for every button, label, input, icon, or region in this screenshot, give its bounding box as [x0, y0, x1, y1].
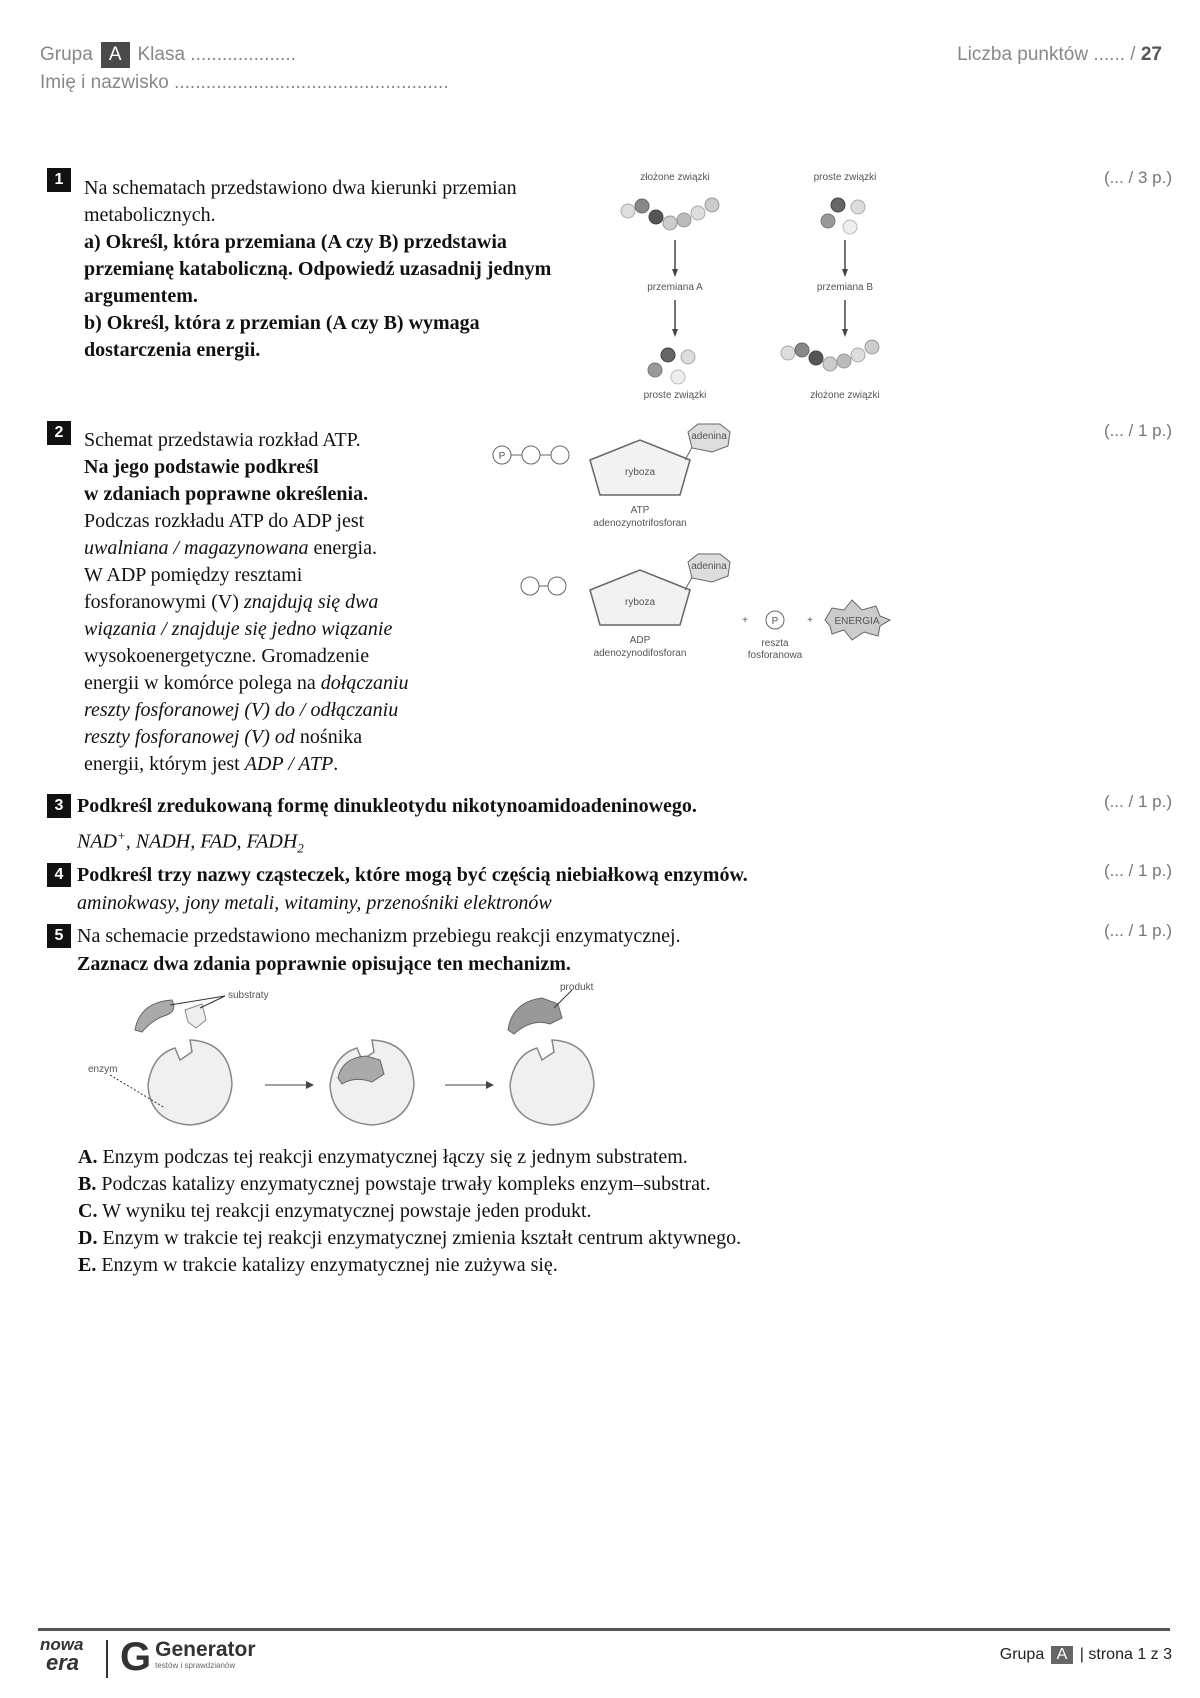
- atp-name: adenozynotrifosforan: [593, 518, 687, 529]
- q2-sentence-2c: wiązania / znajduje się jedno wiązanie: [84, 618, 393, 640]
- product: [508, 998, 562, 1034]
- residue-label-1: reszta: [761, 638, 789, 649]
- svg-text:P: P: [771, 616, 779, 627]
- q5-instruction: Zaznacz dwa zdania poprawnie opisujące ten mechanizm.: [77, 953, 571, 975]
- atp-diagram: [480, 420, 920, 720]
- q5-intro: Na schemacie przedstawiono mechanizm przebiegu reakcji enzymatycznej.: [77, 925, 681, 947]
- enzyme-3: [510, 1040, 594, 1125]
- q2-sentence-4: energii, którym jest ADP / ATP.: [84, 753, 339, 775]
- svg-text:ryboza: ryboza: [624, 467, 656, 478]
- q2-intro: Schemat przedstawia rozkład ATP.: [84, 429, 361, 451]
- q3-points: (... / 1 p.): [1103, 792, 1172, 811]
- footer-divider: [38, 1628, 1170, 1631]
- q5-option-c[interactable]: C. W wyniku tej reakcji enzymatycznej powstaje jeden produkt.: [78, 1200, 592, 1222]
- label-enzyme: enzym: [88, 1064, 118, 1075]
- q2-sentence-3a: energii w komórce polega na dołączaniu: [84, 672, 409, 694]
- q2-sentence-2d: wysokoenergetyczne. Gromadzenie: [84, 645, 370, 667]
- q5-option-b[interactable]: B. Podczas katalizy enzymatycznej powstaje trwały kompleks enzym–substrat.: [78, 1173, 711, 1195]
- label-product: produkt: [560, 982, 594, 993]
- q2-instruction-1: Na jego podstawie podkreśl: [84, 456, 319, 478]
- q4-points: (... / 1 p.): [1103, 861, 1172, 880]
- label-transformation-b: przemiana B: [816, 282, 874, 293]
- logo-separator: [106, 1640, 108, 1678]
- points-total-value: 27: [1140, 44, 1162, 65]
- metabolism-diagram: [600, 165, 920, 405]
- question-number-2: 2: [47, 421, 71, 445]
- q2-instruction-2: w zdaniach poprawne określenia.: [84, 483, 369, 505]
- question-number-3: 3: [47, 794, 71, 818]
- q2-sentence-2b: fosforanowymi (V) znajdują się dwa: [84, 591, 379, 613]
- points-total: Liczba punktów ...... / 27: [957, 44, 1162, 65]
- residue-label-2: fosforanowa: [747, 650, 803, 661]
- question-number-4: 4: [47, 863, 71, 887]
- q5-option-a[interactable]: A. Enzym podczas tej reakcji enzymatycznej łączy się z jednym substratem.: [78, 1146, 688, 1168]
- label-transformation-a: przemiana A: [647, 282, 703, 293]
- question-number-5: 5: [47, 924, 71, 948]
- q2-sentence-3c: reszty fosforanowej (V) od nośnika: [84, 726, 363, 748]
- atp-phosphates: [493, 446, 569, 464]
- adp-phosphates: [521, 577, 566, 595]
- plus-1: +: [742, 615, 748, 626]
- label-simple-left: proste związki: [643, 390, 707, 401]
- footer-page-info: Grupa A | strona 1 z 3: [999, 1646, 1172, 1663]
- adp-label: ADP: [629, 635, 651, 646]
- group-badge: A: [101, 42, 130, 68]
- label-complex-left: złożone związki: [640, 172, 710, 183]
- q2-sentence-1a: Podczas rozkładu ATP do ADP jest: [84, 510, 365, 532]
- q2-text: [84, 427, 484, 778]
- svg-text:adenina: adenina: [691, 431, 727, 442]
- name-field: Imię i nazwisko ....................................................: [40, 72, 449, 93]
- svg-text:ryboza: ryboza: [624, 597, 656, 608]
- q5-option-d[interactable]: D. Enzym w trakcie tej reakcji enzymatycznej zmienia kształt centrum aktywnego.: [78, 1227, 742, 1249]
- plus-2: +: [807, 615, 813, 626]
- q2-sentence-1b: uwalniana / magazynowana energia.: [84, 537, 377, 559]
- nowa-era-logo: nowa era: [40, 1635, 84, 1675]
- svg-text:adenina: adenina: [691, 561, 727, 572]
- question-number-1: 1: [47, 168, 71, 192]
- q1-text: [84, 175, 584, 364]
- footer-group-badge: A: [1051, 1646, 1074, 1664]
- q5-option-e[interactable]: E. Enzym w trakcie katalizy enzymatycznej nie zużywa się.: [78, 1254, 558, 1276]
- complex-chain-bottom: [781, 340, 879, 371]
- q3-instruction: Podkreśl zredukowaną formę dinukleotydu nikotynoamidoadeninowego.: [77, 795, 697, 817]
- q4-instruction: Podkreśl trzy nazwy cząsteczek, które mogą być częścią niebiałkową enzymów.: [77, 864, 748, 886]
- q2-points: (... / 1 p.): [1103, 421, 1172, 440]
- label-simple-right: proste związki: [813, 172, 877, 183]
- simple-compounds-top: [821, 198, 865, 234]
- enzyme-diagram: [80, 980, 660, 1130]
- generator-logo: G Generator testów i sprawdzianów: [120, 1635, 256, 1679]
- substrate-1: [135, 1000, 174, 1032]
- label-complex-right: złożone związki: [810, 390, 880, 401]
- class-field: Klasa ....................: [137, 44, 296, 65]
- substrate-2: [185, 1004, 206, 1028]
- q1-points: (... / 3 p.): [1103, 168, 1172, 187]
- energy-label: ENERGIA: [834, 616, 880, 627]
- q2-sentence-3b: reszty fosforanowej (V) do / odłączaniu: [84, 699, 399, 721]
- complex-chain-top: [621, 198, 719, 230]
- enzyme-1: [148, 1040, 232, 1125]
- group-label: Grupa: [40, 44, 93, 65]
- svg-text:P: P: [498, 451, 506, 462]
- q2-sentence-2a: W ADP pomiędzy resztami: [84, 564, 303, 586]
- q1-intro: Na schematach przedstawiono dwa kierunki przemian metabolicznych.: [84, 177, 517, 226]
- label-substrates: substraty: [228, 990, 269, 1001]
- adp-name: adenozynodifosforan: [593, 648, 687, 659]
- simple-compounds-bottom: [648, 348, 695, 384]
- generator-g-icon: G: [120, 1635, 152, 1679]
- q1-part-b: b) Określ, która z przemian (A czy B) wymaga dostarczenia energii.: [84, 312, 480, 361]
- atp-label: ATP: [630, 505, 650, 516]
- q1-part-a: a) Określ, która przemiana (A czy B) przedstawia przemianę kataboliczną. Odpowiedź uzasadnij jednym argumentem.: [84, 231, 552, 307]
- q3-options: NAD+, NADH, FAD, $FADH_2$: [77, 828, 304, 856]
- header-group: [40, 42, 296, 68]
- q5-points: (... / 1 p.): [1103, 921, 1172, 940]
- q4-options: aminokwasy, jony metali, witaminy, przenośniki elektronów: [77, 892, 552, 914]
